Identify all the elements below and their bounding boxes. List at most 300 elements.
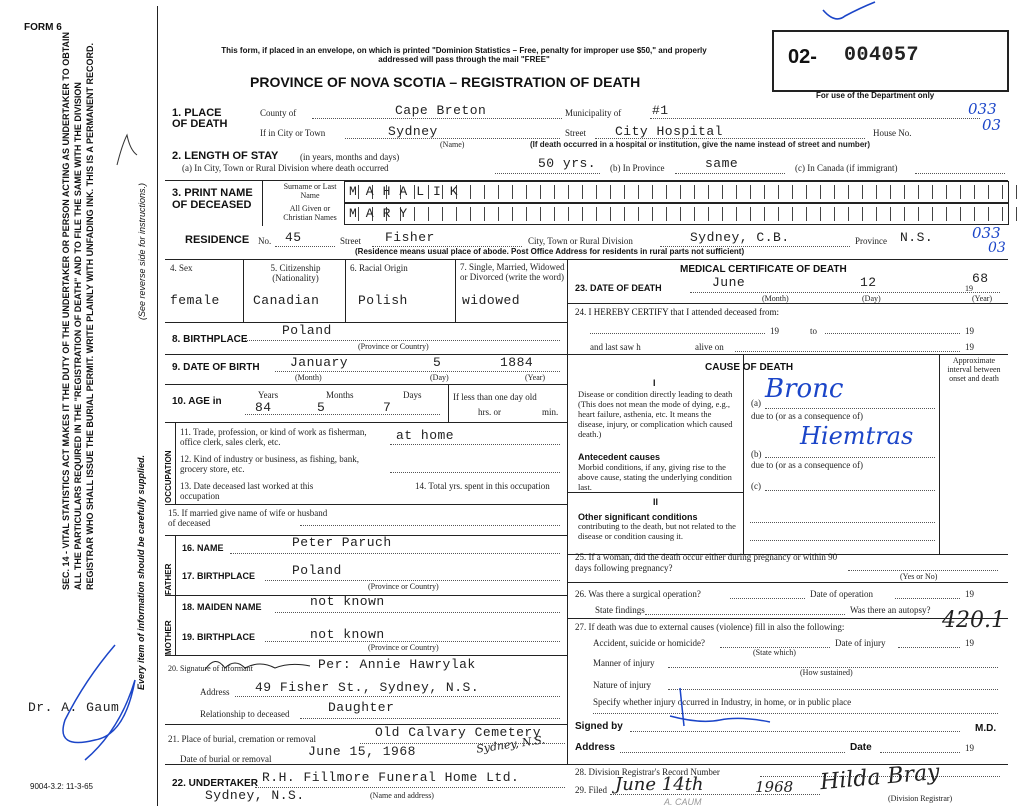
rule-racial (455, 259, 456, 322)
cause-b-line (765, 457, 935, 458)
age-years-label: Years (258, 390, 279, 400)
q12-label: 12. Kind of industry or business, as fishing, bank, grocery store, etc. (180, 454, 359, 474)
dob-year-sublabel: (Year) (525, 373, 546, 382)
name-cell (695, 185, 709, 199)
name-cell (583, 207, 597, 221)
place-of-death-label: 1. PLACE OF DEATH (172, 107, 228, 130)
street-label: Street (565, 128, 586, 138)
physician-date-label: Date (850, 742, 872, 753)
surname-label: Surname or Last Name (283, 182, 337, 200)
reg-prefix: 02- (788, 46, 817, 68)
certify-from-year: 19 (770, 326, 779, 336)
mother-birthplace-value: not known (310, 627, 385, 642)
md-label: M.D. (975, 723, 997, 734)
physician-address-line (620, 752, 845, 753)
rule-after-age (165, 422, 567, 423)
residence-no-value: 45 (285, 230, 302, 245)
name-cell (625, 185, 639, 199)
municipality-value: #1 (652, 103, 669, 118)
cause-b-due-label: due to (or as a consequence of) (751, 460, 863, 470)
name-cell (471, 207, 485, 221)
name-cell (919, 185, 933, 199)
name-cell (639, 185, 653, 199)
house-label: House No. (873, 128, 912, 138)
physician-address-label: Address (575, 742, 616, 753)
mail-notice: This form, if placed in an envelope, on which is printed "Dominion Statistics – Free, penalty for improper use $50," and properly addressed will pass through the mail "FREE" (221, 46, 707, 64)
informant-signature-icon (200, 650, 320, 680)
name-cell (961, 207, 975, 221)
name-cell (905, 207, 919, 221)
name-cell (765, 207, 779, 221)
name-cell (975, 207, 989, 221)
name-cell (933, 207, 947, 221)
name-cell (555, 207, 569, 221)
rule-after-dob (165, 384, 567, 385)
county-label: County of (260, 108, 297, 118)
name-cell (863, 207, 877, 221)
stay-b-line (675, 173, 785, 174)
name-cell (849, 185, 863, 199)
alive-on-label: alive on (695, 342, 724, 352)
residence-street-label: Street (340, 236, 361, 246)
other-line-2 (750, 540, 935, 541)
q25-line (848, 570, 998, 571)
hospital-note: (If death occurred in a hospital or institution, give the name instead of street and number) (530, 140, 871, 149)
rule-interval (939, 354, 940, 554)
dept-code-2: 03 (982, 116, 1002, 134)
dod-line (690, 292, 1000, 293)
birthplace-value: Poland (282, 323, 332, 338)
cause-c-line (765, 490, 935, 491)
part-ii-label: II (653, 497, 659, 507)
q12-line (390, 472, 560, 473)
name-cell (429, 207, 443, 221)
name-cell (625, 207, 639, 221)
name-cell (415, 207, 429, 221)
q27-label: 27. If death was due to external causes (violence) fill in also the following: (575, 622, 845, 632)
father-section-label: FATHER (164, 563, 173, 595)
nature-label: Nature of injury (593, 680, 651, 690)
dod-month-sublabel: (Month) (762, 294, 789, 303)
rule-3-left (262, 180, 263, 226)
age-days-label: Days (403, 390, 422, 400)
sex-label: 4. Sex (170, 263, 193, 273)
interval-label: Approximate interval between onset and death (947, 356, 1001, 383)
city-value: Sydney (388, 124, 438, 139)
municipality-label: Municipality of (565, 108, 622, 118)
q29-label: 29. Filed (575, 785, 608, 795)
dob-day: 5 (433, 355, 442, 370)
dob-label: 9. DATE OF BIRTH (172, 362, 260, 373)
margin-rule (157, 6, 158, 806)
dod-year-prefix: 19 (965, 284, 973, 293)
undertaker-address-value: Sydney, N.S. (205, 788, 305, 803)
manner-label: Manner of injury (593, 658, 655, 668)
code-420: 420.1 (942, 608, 1005, 633)
name-cell (947, 185, 961, 199)
certify-label: 24. I HEREBY CERTIFY that I attended deceased from: (575, 307, 779, 317)
citizenship-label: 5. Citizenship (Nationality) (270, 263, 321, 283)
age-months-label: Months (326, 390, 354, 400)
birthplace-sublabel: (Province or Country) (358, 342, 429, 351)
name-sublabel: (Name) (440, 140, 465, 149)
other-sig-label: Other significant conditions (578, 512, 698, 522)
cause-b-handwritten: Hiemtras (800, 422, 914, 450)
name-cell (471, 185, 485, 199)
signed-by-label: Signed by (575, 721, 623, 732)
name-cell (905, 185, 919, 199)
name-cell (569, 185, 583, 199)
q13-label: 13. Date deceased last worked at this occupation (180, 481, 314, 501)
rule-parents-left (175, 535, 176, 655)
dob-line (275, 371, 560, 372)
name-cell (457, 207, 471, 221)
municipality-line (650, 118, 980, 119)
dod-year-sublabel: (Year) (972, 294, 993, 303)
filed-year-value: 1968 (755, 778, 794, 796)
name-cell (527, 185, 541, 199)
father-name-line (230, 553, 560, 554)
cause-c-label: (c) (751, 481, 761, 491)
name-cell (723, 207, 737, 221)
county-value: Cape Breton (395, 103, 487, 118)
registration-number-box (772, 30, 1009, 92)
q11-value: at home (396, 428, 455, 443)
manner-sublabel: (How sustained) (800, 668, 853, 677)
street-value: City Hospital (615, 124, 723, 139)
q11-label: 11. Trade, profession, or kind of work as fisherman, office clerk, sales clerk, etc. (180, 427, 367, 447)
length-of-stay-sub: (in years, months and days) (300, 152, 400, 162)
op-date-label: Date of operation (810, 589, 873, 599)
certify-to-year: 19 (965, 326, 974, 336)
rule-after-occ (165, 504, 567, 505)
informant-address-line (235, 696, 560, 697)
op-date-line (895, 598, 960, 599)
dod-label: 23. DATE OF DEATH (575, 283, 662, 293)
sex-value: female (170, 293, 220, 308)
doctor-name: Dr. A. Gaum (28, 700, 120, 715)
name-cell (653, 207, 667, 221)
name-cell (499, 185, 513, 199)
findings-line (645, 614, 845, 615)
other-line-1 (750, 522, 935, 523)
form-code: 9004-3.2: 11-3-65 (30, 782, 94, 791)
rule-cause-top (567, 354, 1008, 355)
informant-relation-label: Relationship to deceased (200, 709, 290, 719)
age-line (245, 414, 440, 415)
surname-value: MAHALIK (349, 184, 467, 199)
name-cell (709, 207, 723, 221)
alive-on-year: 19 (965, 342, 974, 352)
findings-label: State findings (595, 605, 645, 615)
city-label: If in City or Town (260, 128, 326, 138)
registrar-sublabel: (Division Registrar) (888, 794, 953, 803)
father-birthplace-sublabel: (Province or Country) (368, 582, 439, 591)
name-cell (891, 207, 905, 221)
residence-province-value: N.S. (900, 230, 934, 245)
name-cell (737, 185, 751, 199)
injury-date-label: Date of injury (835, 638, 886, 648)
name-cell (513, 185, 527, 199)
rule-column-split (567, 259, 568, 764)
cause-a-label: (a) (751, 398, 761, 408)
name-cell (681, 185, 695, 199)
stay-c-line (915, 173, 1005, 174)
residence-code-1: 033 (972, 224, 1001, 242)
burial-place-label: 21. Place of burial, cremation or removal (168, 734, 316, 744)
informant-name-value: Per: Annie Hawrylak (318, 657, 476, 672)
q15-line (300, 525, 560, 526)
name-cell (569, 207, 583, 221)
father-birthplace-line (265, 580, 560, 581)
name-cell (583, 185, 597, 199)
name-cell (667, 207, 681, 221)
marital-label: 7. Single, Married, Widowed or Divorced (write the word) (460, 262, 565, 282)
marital-value: widowed (462, 293, 521, 308)
rule-cause-split (743, 354, 744, 554)
name-cell (555, 185, 569, 199)
county-line (312, 118, 562, 119)
q14-label: 14. Total yrs. spent in this occupation (415, 481, 550, 491)
name-cell (527, 207, 541, 221)
q26-label: 26. Was there a surgical operation? (575, 589, 701, 599)
father-name-label: 16. NAME (182, 543, 224, 553)
occupation-section-label: OCCUPATION (164, 450, 173, 503)
name-cell (863, 185, 877, 199)
cause-header: CAUSE OF DEATH (705, 362, 794, 373)
given-label: All Given or Christian Names (283, 204, 337, 222)
mother-birthplace-label: 19. BIRTHPLACE (182, 632, 256, 642)
mother-section-label: MOTHER (164, 620, 173, 655)
age-months-value: 5 (317, 400, 326, 415)
dob-month: January (290, 355, 349, 370)
q26-line (730, 598, 805, 599)
name-cell (765, 185, 779, 199)
racial-label: 6. Racial Origin (350, 263, 408, 273)
name-cell (989, 207, 1003, 221)
burial-date-value: June 15, 1968 (308, 744, 416, 759)
name-cell (961, 185, 975, 199)
name-cell (695, 207, 709, 221)
dod-month: June (712, 275, 746, 290)
father-birthplace-label: 17. BIRTHPLACE (182, 571, 256, 581)
informant-address-value: 49 Fisher St., Sydney, N.S. (255, 680, 480, 695)
name-cell (807, 207, 821, 221)
rule-main-top (165, 259, 1008, 260)
name-cell (611, 207, 625, 221)
residence-label: RESIDENCE (185, 234, 250, 246)
form-label: FORM 6 (24, 22, 62, 33)
residence-no-line (275, 246, 335, 247)
given-cells (344, 203, 1009, 225)
name-cell (835, 207, 849, 221)
rule-part-ii (567, 492, 743, 493)
rule-sex (243, 259, 244, 322)
stay-c-label: (c) In Canada (if immigrant) (795, 163, 898, 173)
deceased-name-label: 3. PRINT NAME OF DECEASED (172, 187, 253, 211)
supply-note: Every item of information should be carefully supplied. (136, 454, 146, 690)
mother-maiden-line (275, 612, 560, 613)
reg-number: 004057 (844, 44, 920, 67)
dod-day: 12 (860, 275, 877, 290)
informant-relation-value: Daughter (328, 700, 395, 715)
surname-cells (344, 181, 1009, 203)
physician-signature-icon (640, 686, 780, 740)
mother-maiden-label: 18. MAIDEN NAME (182, 602, 262, 612)
name-cell (947, 207, 961, 221)
q25-sublabel: (Yes or No) (900, 572, 938, 581)
rule-after-personal (165, 322, 567, 323)
residence-city-label: City, Town or Rural Division (528, 236, 633, 246)
immediate-cause-label: Disease or condition directly leading to death (This does not mean the mode of dying, e.g., heart failure, asthenia, etc. It means the disease, injury, or complication which caused death.) (578, 389, 733, 439)
name-cell (653, 185, 667, 199)
name-cell (1003, 185, 1017, 199)
informant-sig-label: 20. Signature of informant (168, 664, 253, 673)
other-sig-sub: contributing to the death, but not related to the disease or condition causing it. (578, 521, 736, 541)
name-cell (681, 207, 695, 221)
residence-city-value: Sydney, C.B. (690, 230, 790, 245)
statute-text: SEC. 14 - VITAL STATISTICS ACT MAKES IT THE DUTY OF THE UNDERTAKER OR PERSON ACTING AS UNDERTAKER TO OBTAIN ALL THE PARTICULARS REQUIRED IN THE "REGISTRATION OF DEATH" AND TO FILE THE SAME WITH THE DIVISION REGISTRAR WHO SHALL ISSUE THE BURIAL PERMIT. WRITE PLAINLY WITH UNFADING INK. THIS IS A PERMANENT RECORD. (61, 31, 95, 590)
birthplace-label: 8. BIRTHPLACE (172, 334, 248, 345)
mother-birthplace-sublabel: (Province or Country) (368, 643, 439, 652)
name-cell (821, 185, 835, 199)
name-cell (639, 207, 653, 221)
name-cell (1017, 185, 1028, 199)
certify-to-label: to (810, 326, 818, 336)
dob-day-sublabel: (Day) (430, 373, 449, 382)
city-line (345, 138, 560, 139)
age-label: 10. AGE in (172, 396, 222, 407)
name-cell (667, 185, 681, 199)
dob-month-sublabel: (Month) (295, 373, 322, 382)
name-cell (709, 185, 723, 199)
name-cell (779, 207, 793, 221)
physician-date-year: 19 (965, 743, 974, 753)
accident-label: Accident, suicide or homicide? (593, 638, 705, 648)
informant-address-label: Address (200, 687, 230, 697)
filed-date-value: June 14th (615, 774, 704, 795)
name-cell (877, 185, 891, 199)
informant-relation-line (300, 718, 560, 719)
medical-header: MEDICAL CERTIFICATE OF DEATH (680, 264, 847, 275)
age-years-value: 84 (255, 400, 272, 415)
certify-from-line (590, 333, 765, 334)
injury-date-year: 19 (965, 638, 974, 648)
stay-b-label: (b) In Province (610, 163, 665, 173)
name-cell (793, 207, 807, 221)
name-cell (541, 185, 555, 199)
name-cell (779, 185, 793, 199)
name-cell (485, 207, 499, 221)
name-cell (723, 185, 737, 199)
dept-use-label: For use of the Department only (816, 91, 935, 100)
dob-year: 1884 (500, 355, 534, 370)
residence-note: (Residence means usual place of abode. Post Office Address for residents in rural parts not sufficient) (355, 247, 745, 256)
cause-a-value: Bronc (765, 374, 844, 404)
form-title: PROVINCE OF NOVA SCOTIA – REGISTRATION OF DEATH (250, 74, 641, 90)
name-cell (793, 185, 807, 199)
registrar-stamp: A. CAUM (664, 797, 702, 807)
autopsy-label: Was there an autopsy? (850, 605, 931, 615)
residence-no-label: No. (258, 236, 272, 246)
racial-value: Polish (358, 293, 408, 308)
name-cell (877, 207, 891, 221)
margin-initials-icon (112, 130, 142, 170)
stay-a-value: 50 yrs. (538, 156, 597, 171)
name-cell (499, 207, 513, 221)
name-cell (751, 207, 765, 221)
burial-date-label: Date of burial or removal (180, 754, 272, 764)
accident-sublabel: (State which) (753, 648, 796, 657)
q15-label: 15. If married give name of wife or husband of deceased (168, 508, 328, 528)
age-days-value: 7 (383, 400, 392, 415)
specify-label: Specify whether injury occurred in Industry, in home, or in public place (593, 697, 852, 707)
birthplace-line (245, 340, 560, 341)
name-cell (597, 207, 611, 221)
margin-signature-icon (25, 640, 155, 770)
lt-day-label: If less than one day old (453, 392, 537, 402)
name-cell (975, 185, 989, 199)
stay-a-label: (a) In City, Town or Rural Division where death occurred (182, 163, 389, 173)
name-cell (821, 207, 835, 221)
father-birthplace-value: Poland (292, 563, 342, 578)
name-cell (919, 207, 933, 221)
cause-a-line (765, 408, 935, 409)
rule-occ-left (175, 422, 176, 504)
injury-date-line (898, 647, 960, 648)
name-cell (597, 185, 611, 199)
name-cell (443, 207, 457, 221)
antecedent-sub: Morbid conditions, if any, giving rise to the above cause, stating the underlying condition last. (578, 462, 732, 492)
reverse-note: (See reverse side for instructions.) (137, 182, 147, 320)
name-cell (611, 185, 625, 199)
certify-to-line (825, 333, 960, 334)
name-cell (835, 185, 849, 199)
undertaker-sublabel: (Name and address) (370, 791, 434, 800)
given-value: MARY (349, 206, 417, 221)
check-mark-icon (815, 0, 885, 30)
citizenship-value: Canadian (253, 293, 320, 308)
hrs-label: hrs. or (478, 407, 501, 417)
dod-day-sublabel: (Day) (862, 294, 881, 303)
burial-place-handwritten: Sydney, N.S. (475, 733, 546, 756)
rule-citizen (345, 259, 346, 322)
rule-25 (567, 582, 1008, 583)
dept-code-1: 033 (968, 100, 997, 118)
q29-line (610, 794, 820, 795)
part-i-label: I (653, 378, 656, 388)
q28-label: 28. Division Registrar's Record Number (575, 767, 720, 777)
undertaker-value: R.H. Fillmore Funeral Home Ltd. (262, 770, 520, 785)
undertaker-label: 22. UNDERTAKER (172, 778, 258, 789)
op-date-year: 19 (965, 589, 974, 599)
residence-province-label: Province (855, 236, 887, 246)
dod-year: 68 (972, 271, 989, 286)
name-cell (513, 207, 527, 221)
name-cell (891, 185, 905, 199)
name-cell (807, 185, 821, 199)
name-cell (933, 185, 947, 199)
name-cell (751, 185, 765, 199)
last-saw-label: and last saw h (590, 342, 641, 352)
name-cell (541, 207, 555, 221)
q25-label: 25. If a woman, did the death occur either during pregnancy or within 90 days following pregnancy? (575, 552, 838, 573)
name-cell (849, 207, 863, 221)
length-of-stay-label: 2. LENGTH OF STAY (172, 150, 279, 162)
name-cell (1003, 207, 1017, 221)
rule-age-split (448, 384, 449, 422)
stay-a-line (495, 173, 600, 174)
